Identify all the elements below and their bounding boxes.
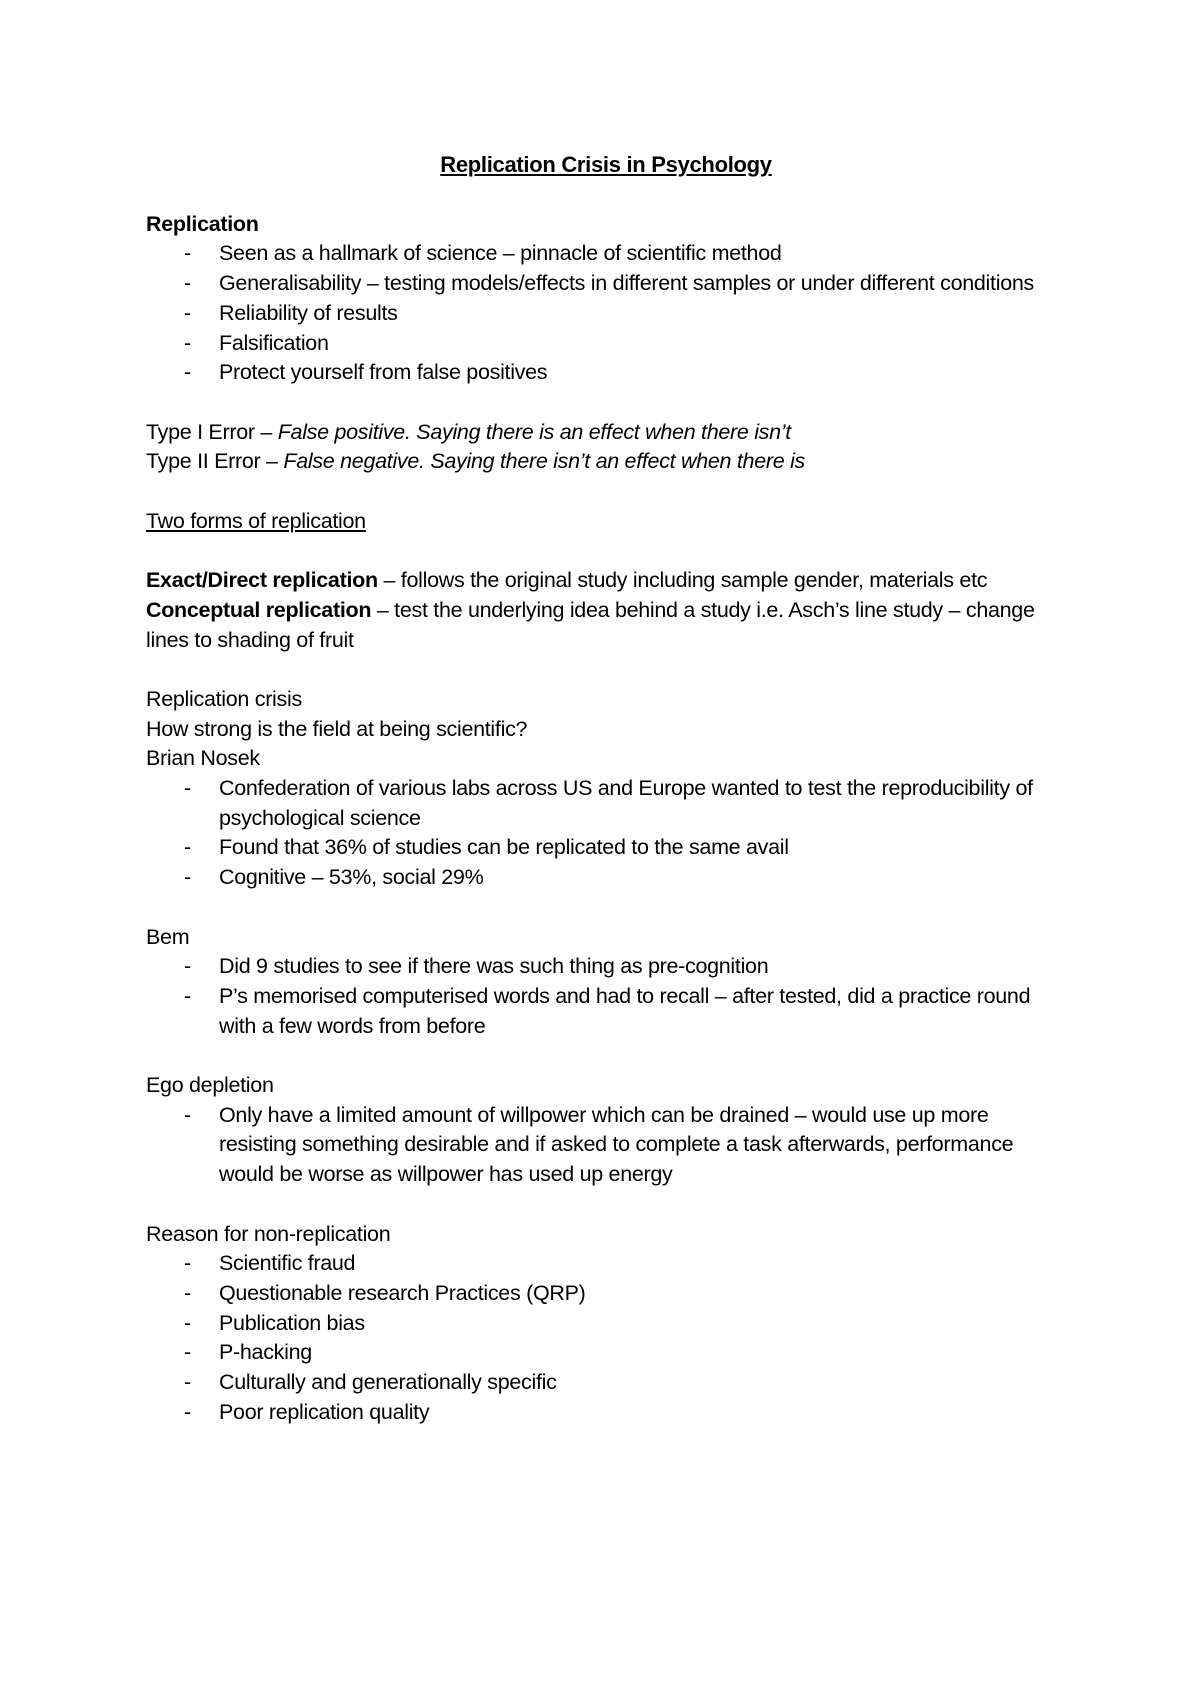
list-item-text: Found that 36% of studies can be replicated to the same avail [219, 835, 789, 860]
bem-heading: Bem [146, 924, 190, 949]
list-item-text: Protect yourself from false positives [219, 360, 548, 385]
spacer [146, 655, 1066, 685]
dash-bullet: - [184, 1102, 191, 1127]
dash-bullet: - [184, 300, 191, 325]
document-body [146, 150, 1066, 1427]
type-two-error-text: False negative. Saying there isn’t an effect when there is [283, 449, 805, 474]
list-item [146, 952, 1066, 982]
list-item-text: Generalisability – testing models/effects in different samples or under different conditions [219, 271, 1034, 296]
list-item-text: P’s memorised computerised words and had to recall – after tested, did a practice round with a few words from before [219, 983, 1031, 1038]
list-item [146, 774, 1066, 833]
list-item-text: P-hacking [219, 1340, 312, 1365]
list-item [146, 269, 1066, 299]
list-item-text: Publication bias [219, 1310, 365, 1335]
spacer [146, 1190, 1066, 1220]
replication-list [146, 239, 1066, 388]
crisis-list [146, 774, 1066, 893]
dash-bullet: - [184, 776, 191, 800]
conceptual-replication-text: – test the underlying idea behind a study i.e. Asch’s line study – change lines to shading of fruit [146, 597, 1035, 652]
list-item [146, 863, 1066, 893]
dash-bullet: - [184, 1280, 191, 1305]
crisis-question: How strong is the field at being scientific? [146, 716, 528, 741]
conceptual-replication-line [146, 596, 1066, 655]
page-title: Replication Crisis in Psychology [440, 152, 772, 177]
list-item [146, 833, 1066, 863]
list-item-text: Falsification [219, 330, 329, 355]
ego-heading: Ego depletion [146, 1073, 274, 1097]
dash-bullet: - [184, 1399, 191, 1424]
dash-bullet: - [184, 835, 191, 860]
exact-replication-label: Exact/Direct replication [146, 568, 378, 593]
conceptual-replication-label: Conceptual replication [146, 597, 372, 622]
dash-bullet: - [184, 360, 191, 385]
dash-bullet: - [184, 271, 191, 296]
list-item-text: Culturally and generationally specific [219, 1370, 557, 1395]
ego-list [146, 1101, 1066, 1190]
dash-bullet: - [184, 330, 191, 355]
type-one-error-line [146, 418, 1066, 448]
forms-heading: Two forms of replication [146, 508, 366, 533]
replication-heading: Replication [146, 211, 259, 236]
list-item [146, 1368, 1066, 1398]
dash-bullet: - [184, 983, 191, 1008]
dash-bullet: - [184, 865, 191, 890]
spacer [146, 1041, 1066, 1071]
dash-bullet: - [184, 1310, 191, 1335]
type-two-error-line [146, 447, 1066, 477]
dash-bullet: - [184, 1251, 191, 1276]
list-item [146, 329, 1066, 359]
exact-replication-text: – follows the original study including sample gender, materials etc [377, 568, 988, 593]
list-item [146, 299, 1066, 329]
list-item-text: Reliability of results [219, 300, 398, 325]
reasons-list [146, 1249, 1066, 1427]
spacer [146, 388, 1066, 418]
type-two-error-label: Type II Error – [146, 449, 284, 474]
list-item [146, 1398, 1066, 1428]
list-item-text: Cognitive – 53%, social 29% [219, 865, 484, 890]
list-item-text: Confederation of various labs across US and Europe wanted to test the reproducibility of psychological science [219, 776, 1033, 830]
dash-bullet: - [184, 954, 191, 979]
list-item [146, 982, 1066, 1041]
list-item [146, 1338, 1066, 1368]
list-item [146, 1249, 1066, 1279]
dash-bullet: - [184, 1370, 191, 1395]
list-item-text: Scientific fraud [219, 1251, 356, 1276]
type-one-error-text: False positive. Saying there is an effect when there isn’t [277, 419, 791, 444]
spacer [146, 893, 1066, 923]
crisis-person: Brian Nosek [146, 746, 260, 771]
exact-replication-line [146, 566, 1066, 596]
list-item-text: Poor replication quality [219, 1399, 430, 1424]
spacer [146, 536, 1066, 566]
list-item [146, 1309, 1066, 1339]
dash-bullet: - [184, 241, 191, 266]
list-item [146, 239, 1066, 269]
list-item [146, 1279, 1066, 1309]
list-item [146, 358, 1066, 388]
bem-list [146, 952, 1066, 1041]
list-item-text: Only have a limited amount of willpower which can be drained – would use up more resisting something desirable and if asked to complete a task afterwards, performance would be worse as willpower has used up energy [219, 1102, 1014, 1187]
crisis-heading: Replication crisis [146, 686, 302, 711]
list-item-text: Did 9 studies to see if there was such thing as pre-cognition [219, 954, 769, 979]
list-item [146, 1101, 1066, 1190]
list-item-text: Seen as a hallmark of science – pinnacle of scientific method [219, 241, 782, 266]
list-item-text: Questionable research Practices (QRP) [219, 1280, 586, 1305]
type-one-error-label: Type I Error – [146, 419, 278, 444]
spacer [146, 477, 1066, 507]
reasons-heading: Reason for non-replication [146, 1221, 391, 1246]
dash-bullet: - [184, 1340, 191, 1365]
